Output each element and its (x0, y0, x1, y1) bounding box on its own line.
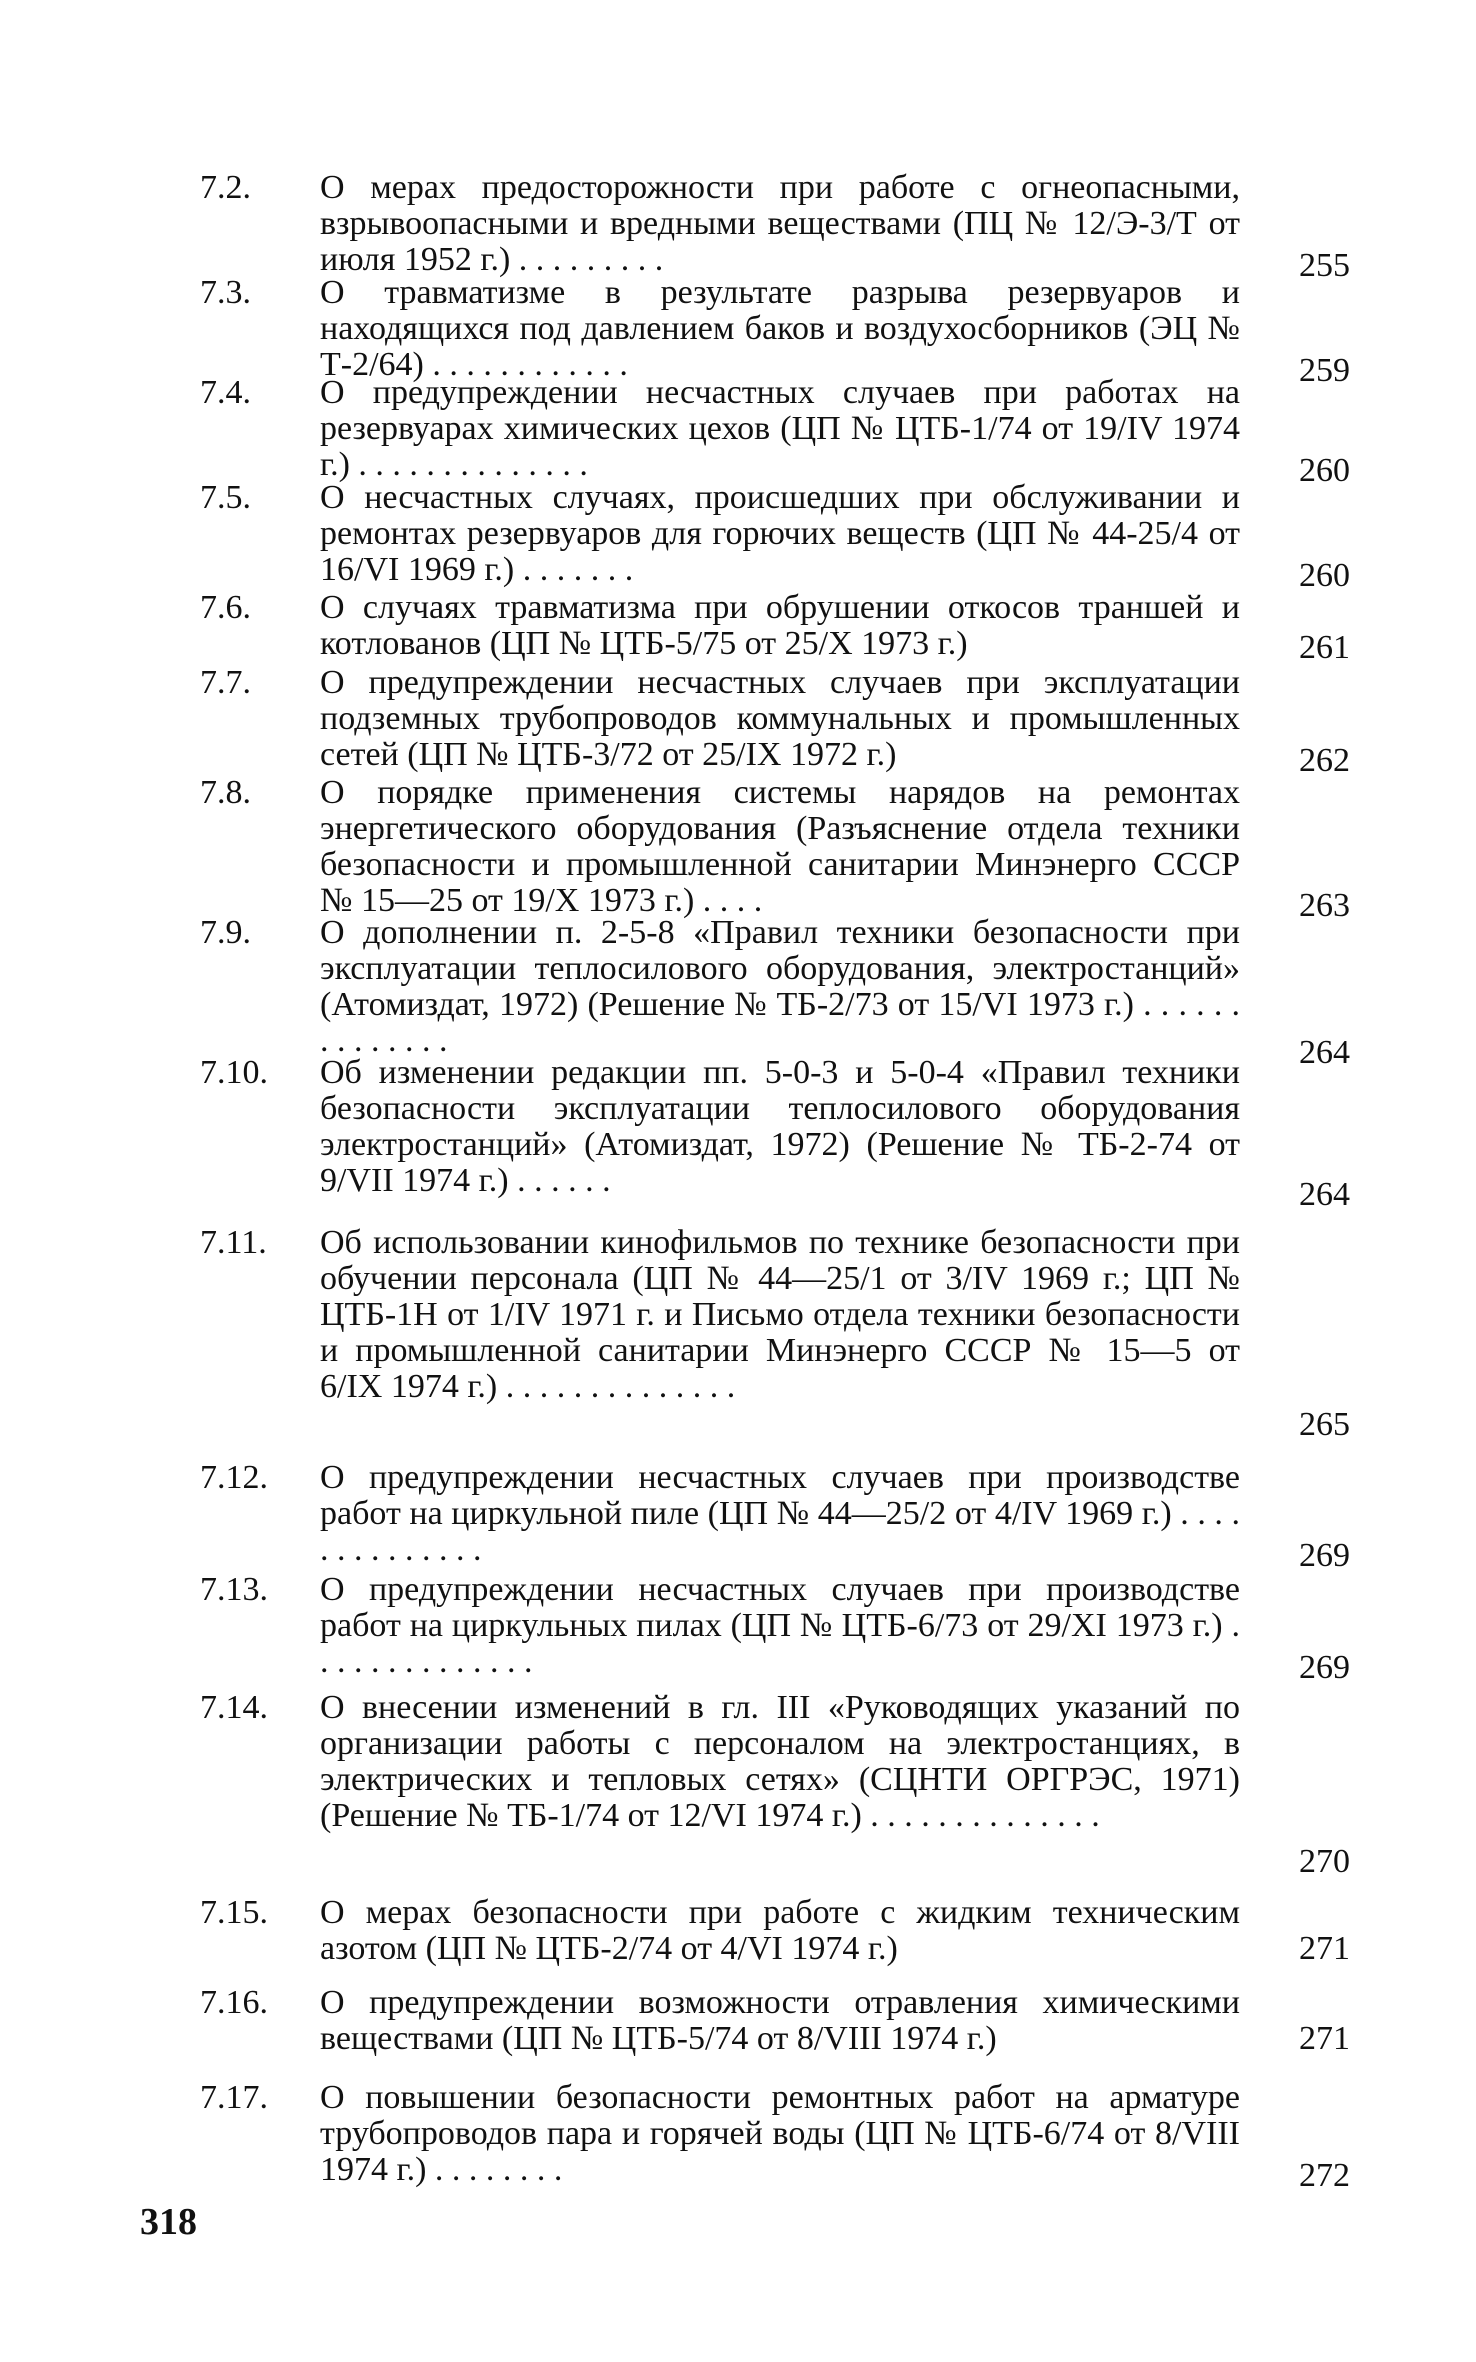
entry-number: 7.17. (200, 2079, 268, 2116)
entry-page: 270 (1299, 1843, 1350, 1880)
entry-number: 7.6. (200, 589, 251, 626)
entry-text: О предупреждении возможности отравления химическими веществами (ЦП № ЦТБ-5/74 от 8/VIII 1974 г.) (320, 1984, 1240, 2057)
entry-text: О мерах безопасности при работе с жидким техническим азотом (ЦП № ЦТБ-2/74 от 4/VI 1974 г.) (320, 1894, 1240, 1967)
entry-text: О предупреждении несчастных случаев при производстве работ на циркульных пилах (ЦП № ЦТБ-6/73 от 29/XI 1973 г.) . . . . . . . . . . . . . . (320, 1571, 1240, 1680)
entry-number: 7.14. (200, 1689, 268, 1726)
entry-number: 7.7. (200, 664, 251, 701)
entry-text: О предупреждении несчастных случаев при эксплуатации подземных трубопроводов коммунальных и промышленных сетей (ЦП № ЦТБ-3/72 от 25/IX 1972 г.) (320, 664, 1240, 773)
toc-entry-7-8 (200, 775, 1350, 935)
toc-entry-7-5 (200, 480, 1350, 600)
entry-number: 7.12. (200, 1459, 268, 1496)
entry-page: 271 (1299, 2020, 1350, 2057)
entry-page: 263 (1299, 887, 1350, 924)
toc-entry-7-17 (200, 2080, 1350, 2200)
entry-page: 261 (1299, 629, 1350, 666)
entry-text: Об использовании кинофильмов по технике безопасности при обучении персонала (ЦП № 44—25/1 от 3/IV 1969 г.; ЦП № ЦТБ-1Н от 1/IV 1971 г. и Письмо отдела техники безопасности и промышленной санитарии Минэнерго СССР № 15—5 от 6/IX 1974 г.) . . . . . . . . . . . . . . (320, 1224, 1240, 1405)
entry-page: 269 (1299, 1537, 1350, 1574)
entry-page: 262 (1299, 742, 1350, 779)
entry-number: 7.8. (200, 774, 251, 811)
toc-entry-7-7 (200, 665, 1350, 785)
entry-text: О предупреждении несчастных случаев при производстве работ на циркульной пиле (ЦП № 44—25/2 от 4/IV 1969 г.) . . . . . . . . . . . . . . (320, 1459, 1240, 1568)
toc-entry-7-10 (200, 1055, 1350, 1215)
entry-page: 260 (1299, 557, 1350, 594)
entry-page: 264 (1299, 1034, 1350, 1071)
entry-page: 265 (1299, 1406, 1350, 1443)
toc-entry-7-15 (200, 1895, 1350, 1975)
toc-entry-7-12 (200, 1460, 1350, 1580)
entry-text: О порядке применения системы нарядов на ремонтах энергетического оборудования (Разъяснение отдела техники безопасности и промышленной санитарии Минэнерго СССР № 15—25 от 19/X 1973 г.) . . . . (320, 774, 1240, 919)
entry-number: 7.11. (200, 1224, 267, 1261)
entry-page: 264 (1299, 1176, 1350, 1213)
entry-text: О несчастных случаях, происшедших при обслуживании и ремонтах резервуаров для горючих веществ (ЦП № 44-25/4 от 16/VI 1969 г.) . . . . . . . (320, 479, 1240, 588)
entry-text: О внесении изменений в гл. III «Руководящих указаний по организации работы с персоналом на электростанциях, в электрических и тепловых сетях» (СЦНТИ ОРГРЭС, 1971) (Решение № ТБ-1/74 от 12/VI 1974 г.) . . . . . . . . . . . . . . (320, 1689, 1240, 1834)
entry-number: 7.10. (200, 1054, 268, 1091)
toc-entry-7-4 (200, 375, 1350, 495)
entry-number: 7.13. (200, 1571, 268, 1608)
entry-text: О дополнении п. 2-5-8 «Правил техники безопасности при эксплуатации теплосилового оборудования, электростанций» (Атомиздат, 1972) (Решение № ТБ-2/73 от 15/VI 1973 г.) . . . . . . . . . . . . . . (320, 914, 1240, 1059)
toc-entry-7-6 (200, 590, 1350, 670)
entry-page: 255 (1299, 247, 1350, 284)
toc-entry-7-2 (200, 170, 1350, 290)
entry-text: О мерах предосторожности при работе с огнеопасными, взрывоопасными и вредными веществами (ПЦ № 12/Э-3/Т от июля 1952 г.) . . . . . . . . . (320, 169, 1240, 278)
toc-entry-7-13 (200, 1572, 1350, 1692)
entry-page: 259 (1299, 352, 1350, 389)
toc-entry-7-11 (200, 1224, 1350, 1443)
entry-number: 7.3. (200, 274, 251, 311)
entry-page: 260 (1299, 452, 1350, 489)
entry-page: 269 (1299, 1649, 1350, 1686)
entry-text: О предупреждении несчастных случаев при работах на резервуарах химических цехов (ЦП № ЦТБ-1/74 от 19/IV 1974 г.) . . . . . . . . . . . . . . (320, 374, 1240, 483)
entry-text: О случаях травматизма при обрушении откосов траншей и котлованов (ЦП № ЦТБ-5/75 от 25/X 1973 г.) (320, 589, 1240, 662)
entry-number: 7.15. (200, 1894, 268, 1931)
entry-number: 7.4. (200, 374, 251, 411)
page-number: 318 (140, 2201, 197, 2243)
entry-text: Об изменении редакции пп. 5-0-3 и 5-0-4 «Правил техники безопасности эксплуатации теплосилового оборудования электростанций» (Атомиздат, 1972) (Решение № ТБ-2-74 от 9/VII 1974 г.) . . . . . . (320, 1054, 1240, 1199)
entry-page: 271 (1299, 1930, 1350, 1967)
entry-page: 272 (1299, 2157, 1350, 2194)
entry-number: 7.2. (200, 169, 251, 206)
entry-number: 7.5. (200, 479, 251, 516)
toc-entry-7-14 (200, 1690, 1350, 1890)
entry-text: О травматизме в результате разрыва резервуаров и находящихся под давлением баков и воздухосборников (ЭЦ № Т-2/64) . . . . . . . . . . . . (320, 274, 1240, 383)
entry-number: 7.9. (200, 914, 251, 951)
entry-number: 7.16. (200, 1984, 268, 2021)
toc-entry-7-9 (200, 915, 1350, 1075)
toc-entry-7-16 (200, 1985, 1350, 2065)
entry-text: О повышении безопасности ремонтных работ на арматуре трубопроводов пара и горячей воды (ЦП № ЦТБ-6/74 от 8/VIII 1974 г.) . . . . . . . . (320, 2079, 1240, 2188)
